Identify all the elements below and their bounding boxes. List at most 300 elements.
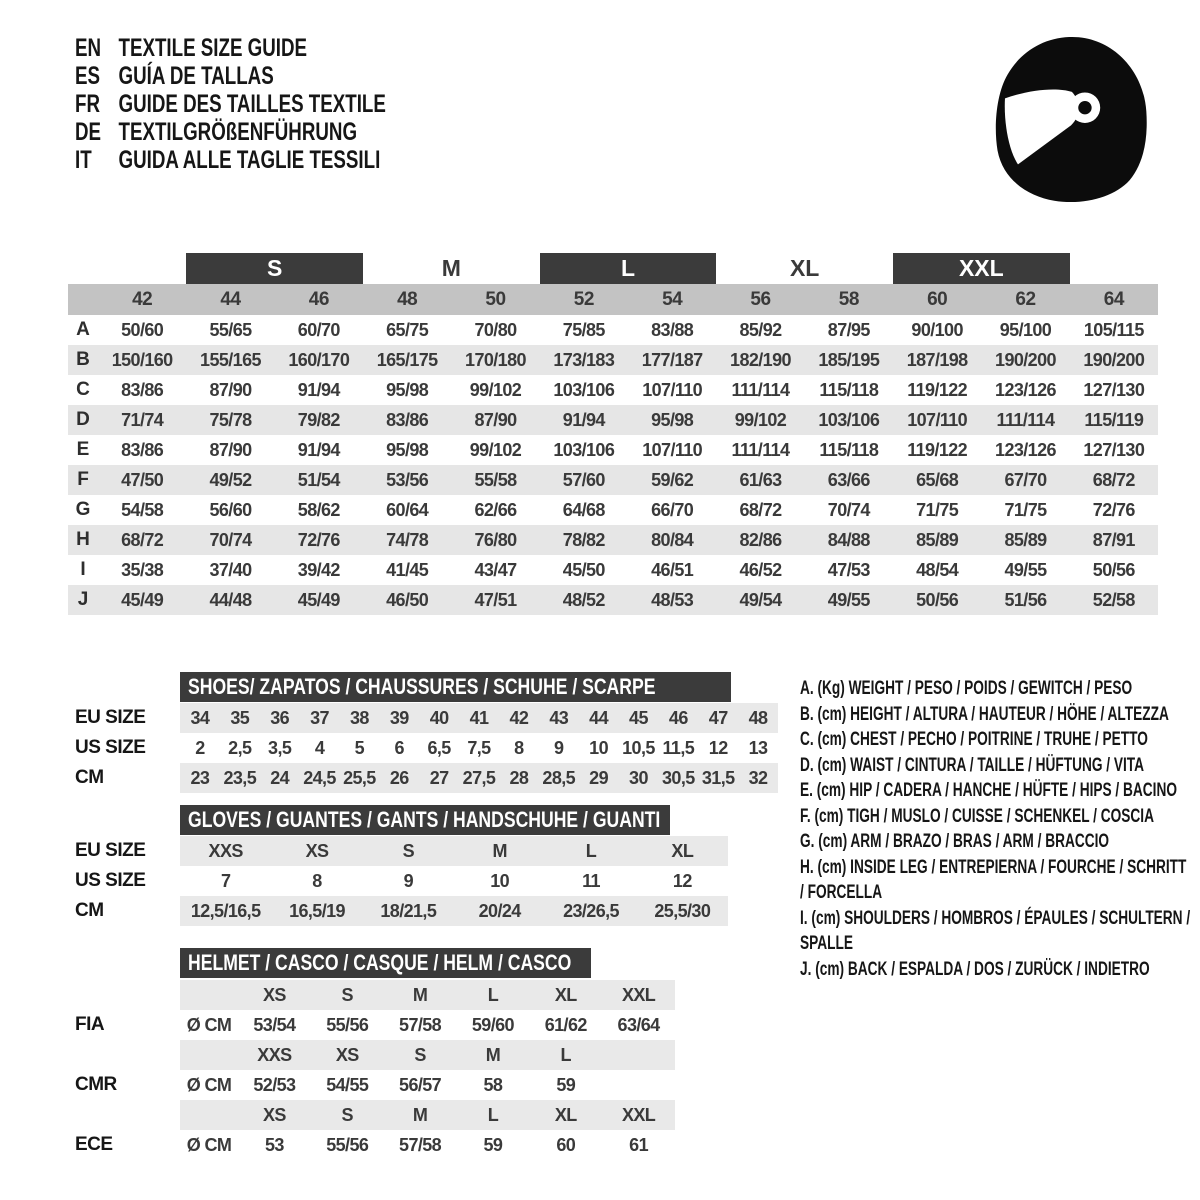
size-value-cell: 51/54 (297, 469, 340, 490)
helmet-title: HELMET / CASCO / CASQUE / HELM / CASCO (188, 950, 572, 975)
size-column-54: 54 (662, 288, 683, 310)
size-cell: 30 (629, 767, 648, 788)
size-value-cell: 115/118 (819, 379, 879, 400)
size-value-cell: 35/38 (121, 559, 164, 580)
size-value-cell: 111/114 (731, 439, 790, 460)
size-value-cell: 66/70 (651, 499, 694, 520)
size-cell: 25,5 (343, 767, 376, 788)
size-value-cell: 71/74 (121, 409, 164, 430)
helmet-title-bar (180, 948, 591, 978)
language-title-block (75, 34, 490, 174)
size-cell: 57/58 (399, 1134, 442, 1155)
size-value-cell: 50/56 (1092, 559, 1135, 580)
size-cell: 24 (270, 767, 290, 788)
row-letter: D (76, 409, 90, 430)
size-value-cell: 91/94 (297, 379, 340, 400)
size-cell: Ø CM (186, 1014, 232, 1035)
size-cell: 5 (354, 737, 365, 758)
row-letter: H (76, 529, 90, 550)
size-value-cell: 47/53 (827, 559, 870, 580)
size-cell: XS (263, 1104, 286, 1125)
size-value-cell: 37/40 (209, 559, 252, 580)
size-cell: 36 (270, 707, 290, 728)
size-cell: 63/64 (617, 1014, 660, 1035)
size-value-cell: 47/51 (474, 589, 517, 610)
size-value-cell: 80/84 (651, 529, 694, 550)
shoes-size-row (180, 733, 778, 763)
size-cell: 53 (265, 1134, 284, 1155)
size-value-cell: 45/49 (121, 589, 164, 610)
size-cell: S (341, 984, 353, 1005)
size-value-cell: 72/76 (297, 529, 340, 550)
size-value-cell: 49/55 (827, 589, 870, 610)
helmet-row-label-ece: ECE (75, 1134, 113, 1155)
size-value-cell: 119/122 (907, 379, 968, 400)
gloves-title: GLOVES / GUANTES / GANTS / HANDSCHUHE / GUANTI (188, 807, 661, 832)
size-value-cell: 85/92 (739, 319, 782, 340)
size-cell (602, 1070, 675, 1100)
size-value-cell: 91/94 (297, 439, 340, 460)
size-value-cell: 55/65 (209, 319, 252, 340)
size-cell: 30,5 (662, 767, 695, 788)
size-value-cell: 85/89 (1004, 529, 1047, 550)
size-value-cell: 105/115 (1083, 319, 1144, 340)
size-cell: 23 (190, 767, 210, 788)
size-cell: 10 (589, 737, 608, 758)
size-cell: XXS (208, 840, 243, 861)
measurement-legend (800, 676, 1192, 982)
size-cell: 26 (389, 767, 409, 788)
size-value-cell: 60/70 (297, 319, 340, 340)
size-value-cell: 74/78 (386, 529, 429, 550)
size-value-cell: 75/78 (209, 409, 252, 430)
shoes-title-bar (180, 672, 731, 702)
size-value-cell: 87/95 (827, 319, 870, 340)
size-value-cell: 67/70 (1004, 469, 1047, 490)
row-letter: C (76, 379, 90, 400)
size-value-cell: 48/53 (651, 589, 694, 610)
legend-item-f: F. (cm) TIGH / MUSLO / CUISSE / SCHENKEL / COSCIA (800, 805, 1154, 827)
measurement-row-a (68, 315, 1158, 345)
size-value-cell: 43/47 (474, 559, 517, 580)
size-cell: 61 (629, 1134, 648, 1155)
shoes-row-label-cm: CM (75, 767, 104, 788)
numeric-size-row (68, 284, 1158, 315)
size-value-cell: 49/55 (1004, 559, 1047, 580)
row-letter: J (77, 589, 89, 610)
size-value-cell: 65/75 (386, 319, 429, 340)
helmet-row-label-cmr: CMR (75, 1074, 117, 1095)
size-cell: 59 (556, 1074, 576, 1095)
size-cell: L (560, 1044, 571, 1065)
size-cell: 31,5 (701, 767, 735, 788)
size-cell (180, 1100, 238, 1130)
size-value-cell: 95/98 (651, 409, 694, 430)
size-value-cell: 48/52 (562, 589, 605, 610)
size-value-cell: 45/49 (297, 589, 340, 610)
size-value-cell: 70/74 (209, 529, 252, 550)
legend-item-j: J. (cm) BACK / ESPALDA / DOS / ZURÜCK / INDIETRO (800, 958, 1150, 980)
size-cell: 23,5 (223, 767, 257, 788)
size-cell: S (341, 1104, 353, 1125)
language-title: TEXTILE SIZE GUIDE (118, 34, 308, 62)
size-cell: 6,5 (427, 737, 451, 758)
legend-item-b: B. (cm) HEIGHT / ALTURA / HAUTEUR / HÖHE / ALTEZZA (800, 703, 1169, 725)
size-cell: L (585, 840, 597, 861)
legend-item-c: C. (cm) CHEST / PECHO / POITRINE / TRUHE / PETTO (800, 729, 1148, 750)
language-row-es (75, 62, 386, 90)
legend-item-e: E. (cm) HIP / CADERA / HANCHE / HÜFTE / HIPS / BACINO (800, 780, 1177, 801)
size-value-cell: 85/89 (916, 529, 959, 550)
size-column-50: 50 (485, 288, 506, 310)
size-cell: 24,5 (303, 767, 336, 788)
size-value-cell: 62/66 (474, 499, 517, 520)
size-cell: L (487, 1104, 499, 1125)
size-cell: 8 (312, 870, 322, 891)
size-value-cell: 44/48 (209, 589, 252, 610)
visor-pivot-center (1078, 101, 1091, 114)
measurement-row-g (68, 495, 1158, 525)
size-value-cell: 95/98 (386, 379, 429, 400)
size-cell: 53/54 (253, 1014, 296, 1035)
size-cell: 25,5/30 (654, 900, 711, 921)
measurement-row-j (68, 585, 1158, 615)
size-cell (180, 1040, 238, 1070)
size-value-cell: 46/52 (739, 559, 782, 580)
size-value-cell: 111/114 (731, 379, 790, 400)
size-group-l: L (540, 253, 717, 284)
measurement-row-i (68, 555, 1158, 585)
size-cell: S (414, 1044, 426, 1065)
language-row-en (75, 34, 386, 62)
size-cell: XXL (621, 984, 656, 1005)
language-title: GUÍA DE TALLAS (118, 62, 274, 90)
size-value-cell: 52/58 (1092, 589, 1135, 610)
size-value-cell: 187/198 (906, 349, 968, 370)
size-value-cell: 47/50 (121, 469, 164, 490)
size-cell: XL (671, 840, 694, 861)
size-value-cell: 39/42 (297, 559, 340, 580)
size-cell: 55/56 (326, 1014, 369, 1035)
size-cell: XS (263, 984, 286, 1005)
size-value-cell: 103/106 (553, 379, 615, 400)
size-column-48: 48 (397, 288, 418, 310)
size-value-cell: 177/187 (641, 349, 703, 370)
size-value-cell: 55/58 (474, 469, 517, 490)
size-value-cell: 165/175 (376, 349, 438, 370)
size-cell: 16,5/19 (289, 900, 345, 921)
gloves-size-row (180, 896, 728, 926)
size-value-cell: 185/195 (818, 349, 880, 370)
size-value-cell: 155/165 (200, 349, 261, 370)
size-cell: 3,5 (268, 737, 292, 758)
size-cell: 58 (483, 1074, 503, 1095)
measurement-rows (68, 315, 1158, 615)
size-value-cell: 78/82 (562, 529, 605, 550)
size-cell: 42 (509, 707, 529, 728)
language-title: GUIDE DES TAILLES TEXTILE (118, 90, 386, 118)
size-column-44: 44 (220, 288, 241, 310)
size-cell: 11 (582, 870, 600, 891)
size-cell: 47 (708, 707, 728, 728)
size-group-s: S (186, 253, 363, 284)
size-cell: 28,5 (542, 767, 576, 788)
size-value-cell: 82/86 (739, 529, 782, 550)
helmet-size-row (180, 980, 675, 1010)
size-cell: 29 (589, 767, 608, 788)
size-cell: 57/58 (399, 1014, 442, 1035)
size-cell: 38 (349, 707, 369, 728)
size-cell: 48 (748, 707, 768, 728)
helmet-size-row (180, 1130, 675, 1160)
size-cell: 27 (429, 767, 449, 788)
size-value-cell: 91/94 (562, 409, 605, 430)
size-cell: 20/24 (478, 900, 521, 921)
size-value-cell: 170/180 (465, 349, 526, 370)
size-cell: 32 (748, 767, 768, 788)
size-group-xxl: XXL (893, 253, 1070, 284)
size-cell: 45 (629, 707, 648, 728)
size-cell: XS (305, 840, 329, 861)
size-cell: 55/56 (326, 1134, 369, 1155)
gloves-size-row (180, 866, 728, 896)
size-value-cell: 99/102 (469, 379, 522, 400)
size-cell: 6 (394, 737, 404, 758)
measurement-row-f (68, 465, 1158, 495)
helmet-row-label-fia: FIA (75, 1014, 105, 1035)
size-cell: 61/62 (544, 1014, 587, 1035)
size-cell: 41 (469, 707, 489, 728)
size-value-cell: 56/60 (209, 499, 252, 520)
size-cell: 2 (195, 737, 205, 758)
size-cell: 8 (514, 737, 524, 758)
size-value-cell: 63/66 (827, 469, 870, 490)
size-value-cell: 84/88 (827, 529, 870, 550)
size-value-cell: 190/200 (1083, 349, 1145, 370)
size-value-cell: 123/126 (995, 439, 1056, 460)
measurement-row-e (68, 435, 1158, 465)
size-value-cell: 87/90 (209, 439, 252, 460)
size-value-cell: 65/68 (916, 469, 959, 490)
size-value-cell: 71/75 (916, 499, 959, 520)
size-value-cell: 87/91 (1092, 529, 1135, 550)
size-cell: 7,5 (467, 737, 491, 758)
helmet-size-row (180, 1010, 675, 1040)
size-value-cell: 83/86 (121, 439, 164, 460)
size-group-header-row (68, 253, 1158, 284)
size-cell: L (487, 984, 499, 1005)
size-value-cell: 45/50 (562, 559, 605, 580)
language-title: GUIDA ALLE TAGLIE TESSILI (118, 146, 381, 174)
size-value-cell: 107/110 (642, 379, 703, 400)
size-cell: 13 (748, 737, 768, 758)
size-value-cell: 115/118 (819, 439, 879, 460)
letter-column-spacer (68, 284, 98, 315)
size-value-cell: 190/200 (995, 349, 1056, 370)
shoes-size-row (180, 703, 778, 733)
size-cell: 4 (314, 737, 325, 758)
size-cell: 39 (389, 707, 409, 728)
row-letter: G (75, 499, 91, 520)
size-value-cell: 41/45 (386, 559, 429, 580)
size-value-cell: 51/56 (1004, 589, 1047, 610)
size-cell: S (402, 840, 415, 861)
language-code: DE (75, 118, 102, 146)
size-value-cell: 115/119 (1084, 409, 1144, 430)
size-value-cell: 48/54 (916, 559, 959, 580)
gloves-title-bar (180, 805, 670, 835)
size-cell: Ø CM (186, 1074, 232, 1095)
size-value-cell: 83/88 (651, 319, 694, 340)
size-cell: 34 (190, 707, 210, 728)
size-value-cell: 46/51 (651, 559, 694, 580)
size-cell: XL (554, 1104, 577, 1125)
size-cell: 23/26,5 (563, 900, 619, 921)
size-group-xl: XL (789, 255, 820, 281)
size-value-cell: 95/100 (999, 319, 1052, 340)
size-value-cell: 61/63 (739, 469, 782, 490)
size-value-cell: 49/52 (209, 469, 252, 490)
size-cell: 28 (509, 767, 529, 788)
size-value-cell: 60/64 (386, 499, 429, 520)
size-cell: 59 (483, 1134, 503, 1155)
size-cell: 12,5/16,5 (190, 900, 261, 921)
size-cell: 18/21,5 (380, 900, 437, 921)
row-letter: I (80, 559, 86, 580)
size-value-cell: 87/90 (474, 409, 517, 430)
size-value-cell: 76/80 (474, 529, 517, 550)
size-value-cell: 58/62 (297, 499, 340, 520)
size-value-cell: 71/75 (1004, 499, 1047, 520)
size-value-cell: 87/90 (209, 379, 252, 400)
gloves-row-label-cm: CM (75, 900, 104, 921)
row-letter: F (77, 469, 89, 490)
size-value-cell: 46/50 (386, 589, 429, 610)
language-code: FR (75, 90, 100, 118)
size-value-cell: 103/106 (553, 439, 615, 460)
size-value-cell: 103/106 (818, 409, 880, 430)
size-value-cell: 99/102 (734, 409, 787, 430)
size-cell: 11,5 (662, 737, 695, 758)
size-cell (180, 980, 238, 1010)
size-group-m: M (441, 255, 461, 281)
size-cell: XXS (257, 1044, 292, 1065)
size-value-cell: 107/110 (642, 439, 703, 460)
legend-item-g: G. (cm) ARM / BRAZO / BRAS / ARM / BRACCIO (800, 831, 1110, 852)
size-cell: 27,5 (462, 767, 496, 788)
size-cell: XXL (621, 1104, 656, 1125)
size-cell: 10 (490, 870, 510, 891)
main-size-table (68, 253, 1158, 615)
size-column-64: 64 (1103, 288, 1124, 310)
size-cell: 43 (549, 707, 569, 728)
size-value-cell: 68/72 (121, 529, 164, 550)
size-cell: 54/55 (326, 1074, 369, 1095)
size-value-cell: 54/58 (121, 499, 164, 520)
legend-item-d: D. (cm) WAIST / CINTURA / TAILLE / HÜFTUNG / VITA (800, 754, 1145, 776)
size-value-cell: 83/86 (121, 379, 164, 400)
language-title: TEXTILGRÖßENFÜHRUNG (118, 118, 358, 146)
size-value-cell: 49/54 (739, 589, 782, 610)
size-value-cell: 127/130 (1083, 439, 1145, 460)
measurement-row-h (68, 525, 1158, 555)
language-row-de (75, 118, 386, 146)
size-column-56: 56 (750, 288, 771, 310)
size-column-46: 46 (308, 288, 329, 310)
size-cell: 46 (668, 707, 688, 728)
size-value-cell: 64/68 (562, 499, 605, 520)
language-code: EN (75, 34, 102, 62)
size-value-cell: 127/130 (1083, 379, 1145, 400)
size-value-cell: 75/85 (562, 319, 605, 340)
size-value-cell: 59/62 (651, 469, 694, 490)
size-cell: 59/60 (471, 1014, 514, 1035)
helmet-size-row (180, 1040, 675, 1070)
measurement-row-d (68, 405, 1158, 435)
size-value-cell: 68/72 (739, 499, 782, 520)
size-column-60: 60 (927, 288, 948, 310)
measurement-row-b (68, 345, 1158, 375)
size-value-cell: 95/98 (386, 439, 429, 460)
size-cell: M (492, 840, 507, 861)
size-cell: M (412, 1104, 428, 1125)
size-cell: 37 (310, 707, 329, 728)
language-code: ES (75, 62, 101, 90)
size-cell: Ø CM (186, 1134, 232, 1155)
shoes-row-label-us-size: US SIZE (75, 737, 146, 758)
size-cell: XL (554, 984, 577, 1005)
legend-item-h: H. (cm) INSIDE LEG / ENTREPIERNA / FOURCHE / SCHRITT / FORCELLA (800, 856, 1187, 903)
row-letter: B (76, 349, 90, 370)
size-value-cell: 53/56 (386, 469, 429, 490)
size-cell: M (485, 1044, 501, 1065)
size-value-cell: 70/74 (827, 499, 870, 520)
size-value-cell: 72/76 (1092, 499, 1135, 520)
size-value-cell: 70/80 (474, 319, 517, 340)
size-cell: 9 (403, 870, 414, 891)
size-cell: XS (335, 1044, 359, 1065)
size-value-cell: 50/56 (916, 589, 959, 610)
shoes-title: SHOES/ ZAPATOS / CHAUSSURES / SCHUHE / SCARPE (188, 674, 656, 699)
size-value-cell: 107/110 (907, 409, 968, 430)
gloves-row-label-us-size: US SIZE (75, 870, 146, 891)
racing-helmet-icon (978, 24, 1164, 210)
size-value-cell: 119/122 (907, 439, 968, 460)
size-column-42: 42 (132, 288, 153, 310)
language-row-fr (75, 90, 386, 118)
size-cell: 12 (672, 870, 692, 891)
size-value-cell: 99/102 (469, 439, 522, 460)
language-code: IT (75, 146, 92, 174)
size-value-cell: 79/82 (297, 409, 340, 430)
size-cell: M (412, 984, 428, 1005)
helmet-size-row (180, 1070, 675, 1100)
size-cell: 56/57 (399, 1074, 442, 1095)
size-value-cell: 160/170 (288, 349, 350, 370)
size-cell: 40 (429, 707, 449, 728)
size-value-cell: 68/72 (1092, 469, 1135, 490)
legend-item-a: A. (Kg) WEIGHT / PESO / POIDS / GEWITCH / PESO (800, 678, 1133, 699)
size-column-52: 52 (573, 288, 594, 310)
size-value-cell: 111/114 (996, 409, 1055, 430)
size-value-cell: 123/126 (995, 379, 1056, 400)
helmet-size-row (180, 1100, 675, 1130)
legend-item-i: I. (cm) SHOULDERS / HOMBROS / ÉPAULES / SCHULTERN / SPALLE (800, 907, 1191, 954)
row-letter: E (76, 439, 90, 460)
size-cell: 10,5 (622, 737, 655, 758)
size-value-cell: 57/60 (562, 469, 605, 490)
size-value-cell: 50/60 (121, 319, 164, 340)
